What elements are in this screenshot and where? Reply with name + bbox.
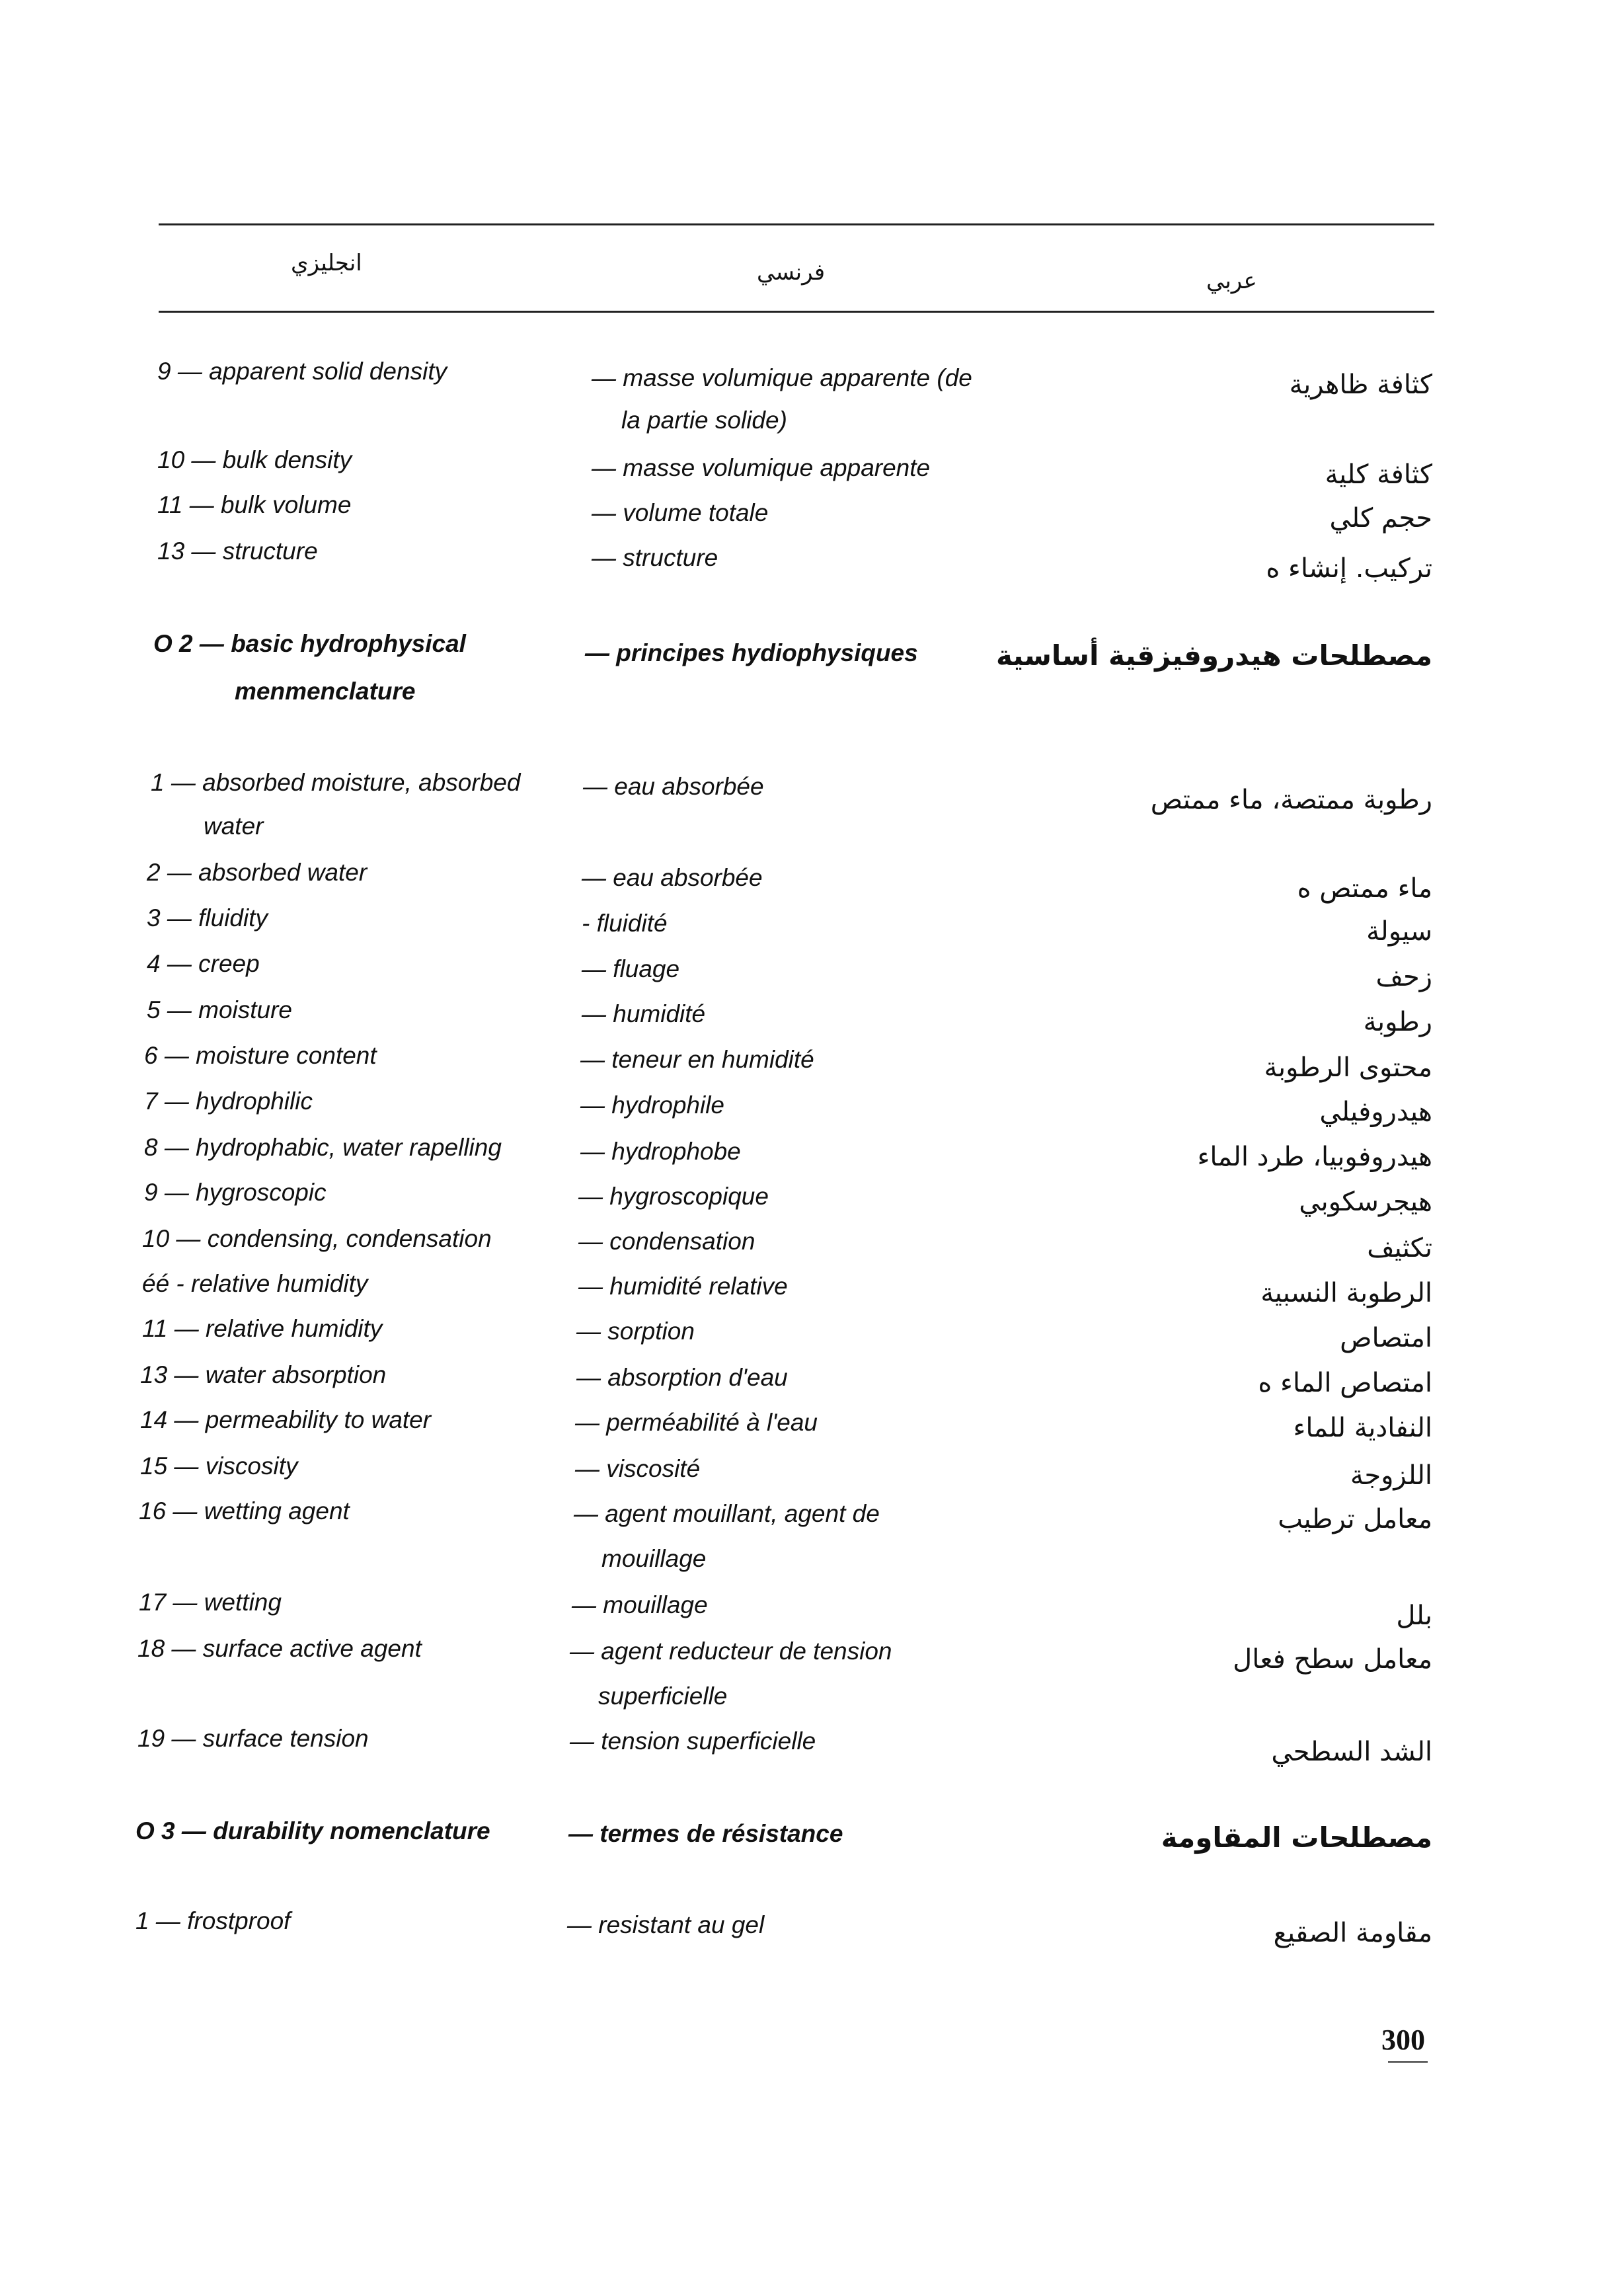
- arabic-term: مقاومة الصقيع: [1273, 1918, 1432, 1948]
- header-bottom-rule: [159, 311, 1434, 313]
- section-title-french: — principes hydiophysiques: [585, 639, 918, 666]
- arabic-term: زحف: [1375, 962, 1432, 992]
- french-term: — volume totale: [592, 499, 769, 526]
- arabic-term: سيولة: [1366, 916, 1432, 947]
- arabic-term: هيدروفوبيا، طرد الماء: [1197, 1142, 1432, 1172]
- section-title-english-continued: menmenclature: [235, 678, 416, 705]
- arabic-term: اللزوجة: [1350, 1460, 1432, 1491]
- section-title-english: O 3 — durability nomenclature: [135, 1817, 490, 1844]
- arabic-term: رطوبة: [1363, 1007, 1432, 1037]
- french-term-continued: la partie solide): [621, 407, 787, 434]
- section-title-english: O 2 — basic hydrophysical: [153, 630, 466, 657]
- english-term: 8 — hydrophabic, water rapelling: [144, 1134, 502, 1161]
- arabic-term: محتوى الرطوبة: [1264, 1052, 1432, 1083]
- arabic-term: امتصاص: [1340, 1323, 1432, 1353]
- english-term: 19 — surface tension: [137, 1725, 369, 1752]
- french-term: — absorption d'eau: [576, 1364, 788, 1391]
- english-term: 11 — bulk volume: [157, 491, 352, 518]
- french-term: — condensation: [578, 1228, 755, 1255]
- english-term: 3 — fluidity: [147, 904, 268, 931]
- french-term: — resistant au gel: [567, 1911, 765, 1938]
- english-term: 9 — hygroscopic: [144, 1179, 327, 1206]
- english-term: 6 — moisture content: [144, 1042, 377, 1069]
- french-term: — tension superficielle: [570, 1727, 816, 1755]
- english-term: 14 — permeability to water: [140, 1406, 432, 1433]
- french-term: — eau absorbée: [583, 773, 764, 800]
- arabic-term: تكثيف: [1367, 1233, 1432, 1263]
- french-term: — structure: [592, 544, 718, 571]
- arabic-term: امتصاص الماء ه: [1258, 1368, 1432, 1398]
- english-term: 16 — wetting agent: [139, 1497, 350, 1524]
- french-term: — sorption: [576, 1318, 695, 1345]
- arabic-term: النفادية للماء: [1293, 1413, 1432, 1443]
- arabic-term: هيدروفيلي: [1319, 1097, 1432, 1127]
- french-term: - fluidité: [582, 910, 668, 937]
- page-number-underline: [1388, 2061, 1428, 2063]
- english-term: 11 — relative humidity: [142, 1315, 383, 1342]
- french-term: — hydrophile: [580, 1091, 725, 1119]
- column-header-french: فرنسي: [757, 259, 826, 286]
- english-term: 1 — absorbed moisture, absorbed: [151, 769, 521, 796]
- english-term: 13 — water absorption: [140, 1361, 387, 1388]
- french-term: — teneur en humidité: [580, 1046, 814, 1073]
- arabic-term: معامل سطح فعال: [1233, 1644, 1432, 1675]
- column-header-arabic: عربي: [1206, 268, 1257, 294]
- english-term: 5 — moisture: [147, 996, 293, 1023]
- section-title-arabic: مصطلحات هيدروفيزقية أساسية: [995, 639, 1432, 672]
- arabic-term: هيجرسكوبي: [1299, 1187, 1432, 1217]
- english-term: 9 — apparent solid density: [157, 358, 447, 385]
- arabic-term: الشد السطحي: [1271, 1737, 1432, 1767]
- english-term: 17 — wetting: [139, 1589, 282, 1616]
- french-term: — hydrophobe: [580, 1138, 741, 1165]
- english-term: éé - relative humidity: [142, 1270, 368, 1297]
- english-term: 4 — creep: [147, 950, 260, 977]
- french-term: — hygroscopique: [578, 1183, 769, 1210]
- french-term: — eau absorbée: [582, 864, 763, 891]
- english-term-continued: water: [204, 812, 264, 840]
- french-term: — agent reducteur de tension: [570, 1638, 892, 1665]
- arabic-term: حجم كلي: [1329, 503, 1432, 534]
- section-title-french: — termes de résistance: [568, 1820, 843, 1847]
- english-term: 7 — hydrophilic: [144, 1088, 313, 1115]
- english-term: 13 — structure: [157, 537, 318, 565]
- arabic-term: رطوبة ممتصة، ماء ممتص: [1150, 785, 1432, 815]
- column-header-english: انجليزي: [291, 250, 362, 276]
- header-top-rule: [159, 223, 1434, 225]
- section-title-arabic: مصطلحات المقاومة: [1161, 1821, 1432, 1854]
- english-term: 18 — surface active agent: [137, 1635, 422, 1662]
- french-term: — humidité: [582, 1000, 706, 1027]
- arabic-term: تركيب. إنشاء ه: [1266, 553, 1432, 584]
- french-term: — fluage: [582, 955, 680, 982]
- arabic-term: ماء ممتص ه: [1297, 873, 1432, 904]
- french-term: — viscosité: [575, 1455, 701, 1482]
- page-number: 300: [1381, 2024, 1425, 2056]
- french-term: — masse volumique apparente (de: [592, 364, 972, 391]
- arabic-term: كثافة كلية: [1325, 459, 1432, 490]
- english-term: 10 — condensing, condensation: [142, 1225, 492, 1252]
- arabic-term: الرطوبة النسبية: [1260, 1278, 1432, 1308]
- english-term: 15 — viscosity: [140, 1452, 298, 1480]
- english-term: 1 — frostproof: [135, 1907, 291, 1934]
- english-term: 2 — absorbed water: [147, 859, 367, 886]
- arabic-term: معامل ترطيب: [1278, 1504, 1432, 1534]
- french-term-continued: superficielle: [598, 1682, 728, 1710]
- arabic-term: كثافة ظاهرية: [1289, 370, 1432, 400]
- french-term: — perméabilité à l'eau: [575, 1409, 818, 1436]
- french-term-continued: mouillage: [601, 1545, 707, 1572]
- english-term: 10 — bulk density: [157, 446, 352, 473]
- french-term: — humidité relative: [578, 1273, 788, 1300]
- french-term: — agent mouillant, agent de: [574, 1500, 880, 1527]
- french-term: — mouillage: [572, 1591, 708, 1618]
- arabic-term: بلل: [1396, 1601, 1432, 1631]
- french-term: — masse volumique apparente: [592, 454, 931, 481]
